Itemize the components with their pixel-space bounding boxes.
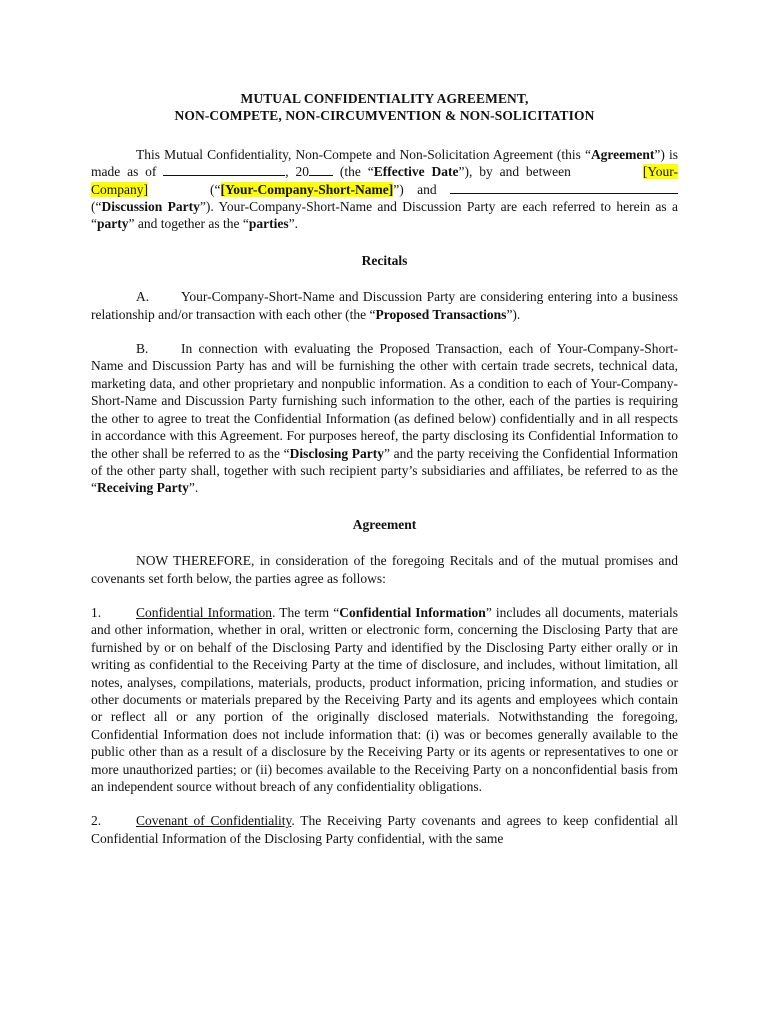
section-1: 1. Confidential Information. The term “Confidential Information” includes all documents, materials and other information, whether in oral, written or electronic form, concerning the Disclosing Party that are furnished by or on behalf of the Disclosing Party and identified by the Disclosing Party either orally or in writing as confidential to the Receiving Party at the time of disclosure, and includes, without limitation, all notes, analyses, compilations, materials, products, product information, pricing information, and studies or other documents or materials prepared by the Receiving Party and its agents and employees which contain or reflect all or any portion of the originally disclosed materials. Notwithstanding the foregoing, Confidential Information does not include information that: (i) was or becomes generally available to the public other than as a result of a disclosure by the Receiving Party or its agents or representatives to one or more unauthorized parties; or (ii) becomes available to the Receiving Party on a nonconfidential basis from an independent source without breach of any confidentiality obligations. [91,604,678,794]
parties-term: parties [248,216,289,232]
disclosing-party-term: Disclosing Party [289,445,385,461]
section-1-title: Confidential Information [136,604,273,620]
section-2: 2. Covenant of Confidentiality. The Receiving Party covenants and agrees to keep confidential all Confidential Information of the Disclosing Party confidential, with the same [91,813,678,846]
title-line-1: MUTUAL CONFIDENTIALITY AGREEMENT, [240,91,529,106]
year-blank[interactable] [309,163,333,176]
document-title [91,90,678,125]
company-short-name-placeholder[interactable]: [Your-Company-Short-Name] [220,181,394,197]
agreement-preamble: NOW THEREFORE, in consideration of the foregoing Recitals and of the mutual promises and covenants set forth below, the parties agree as follows: [91,553,678,586]
section-1-number: 1. [91,604,102,620]
document-page [91,90,678,847]
confidential-information-term: Confidential Information [339,604,486,620]
receiving-party-term: Receiving Party [97,480,189,496]
section-2-number: 2. [91,813,102,829]
party-term: party [97,216,129,232]
agreement-term: Agreement [590,146,655,162]
recital-b-letter: B. [136,341,149,357]
effective-date-term: Effective Date [373,164,459,180]
agreement-heading: Agreement [352,516,417,532]
recitals-heading: Recitals [361,252,408,268]
title-line-2: NON-COMPETE, NON-CIRCUMVENTION & NON-SOLICITATION [174,108,595,124]
recital-a: A. Your-Company-Short-Name and Discussion Party are considering entering into a business relationship and/or transaction with each other (the “Proposed Transactions”). [91,289,678,322]
recital-b: B. In connection with evaluating the Proposed Transaction, each of Your-Company-Short-Name and Discussion Party has and will be furnishing the other with certain trade secrets, technical data, marketing data, and other proprietary and nonpublic information. As a condition to each of Your-Company-Short-Name and Discussion Party furnishing such information to the other, each of the parties is requiring the other to agree to treat the Confidential Information (as defined below) confidentially and in all respects in accordance with this Agreement. For purposes hereof, the party disclosing its Confidential Information to the other shall be referred to as the “Disclosing Party” and the party receiving the Confidential Information of the other party shall, together with such recipient party’s subsidiaries and affiliates, be referred to as the “Receiving Party”. [91,341,678,496]
discussion-party-blank[interactable] [450,181,678,194]
discussion-party-term: Discussion Party [101,199,200,215]
recital-a-letter: A. [136,289,150,305]
company-placeholder[interactable]: [Your-Company] [91,164,679,197]
date-blank[interactable] [163,163,285,176]
section-2-title: Covenant of Confidentiality [136,813,292,829]
proposed-transactions-term: Proposed Transactions [375,306,507,322]
intro-paragraph: This Mutual Confidentiality, Non-Compete and Non-Solicitation Agreement (this “Agreement”) is made as of , 20 (the “Effective Date”), by and between [Your-Company] (“[Your-Company-Short-Name]”) and (“Discussion Party”). Your-Company-Short-Name and Discussion Party are each referred to herein as a “party” and together as the “parties”. [91,146,679,232]
